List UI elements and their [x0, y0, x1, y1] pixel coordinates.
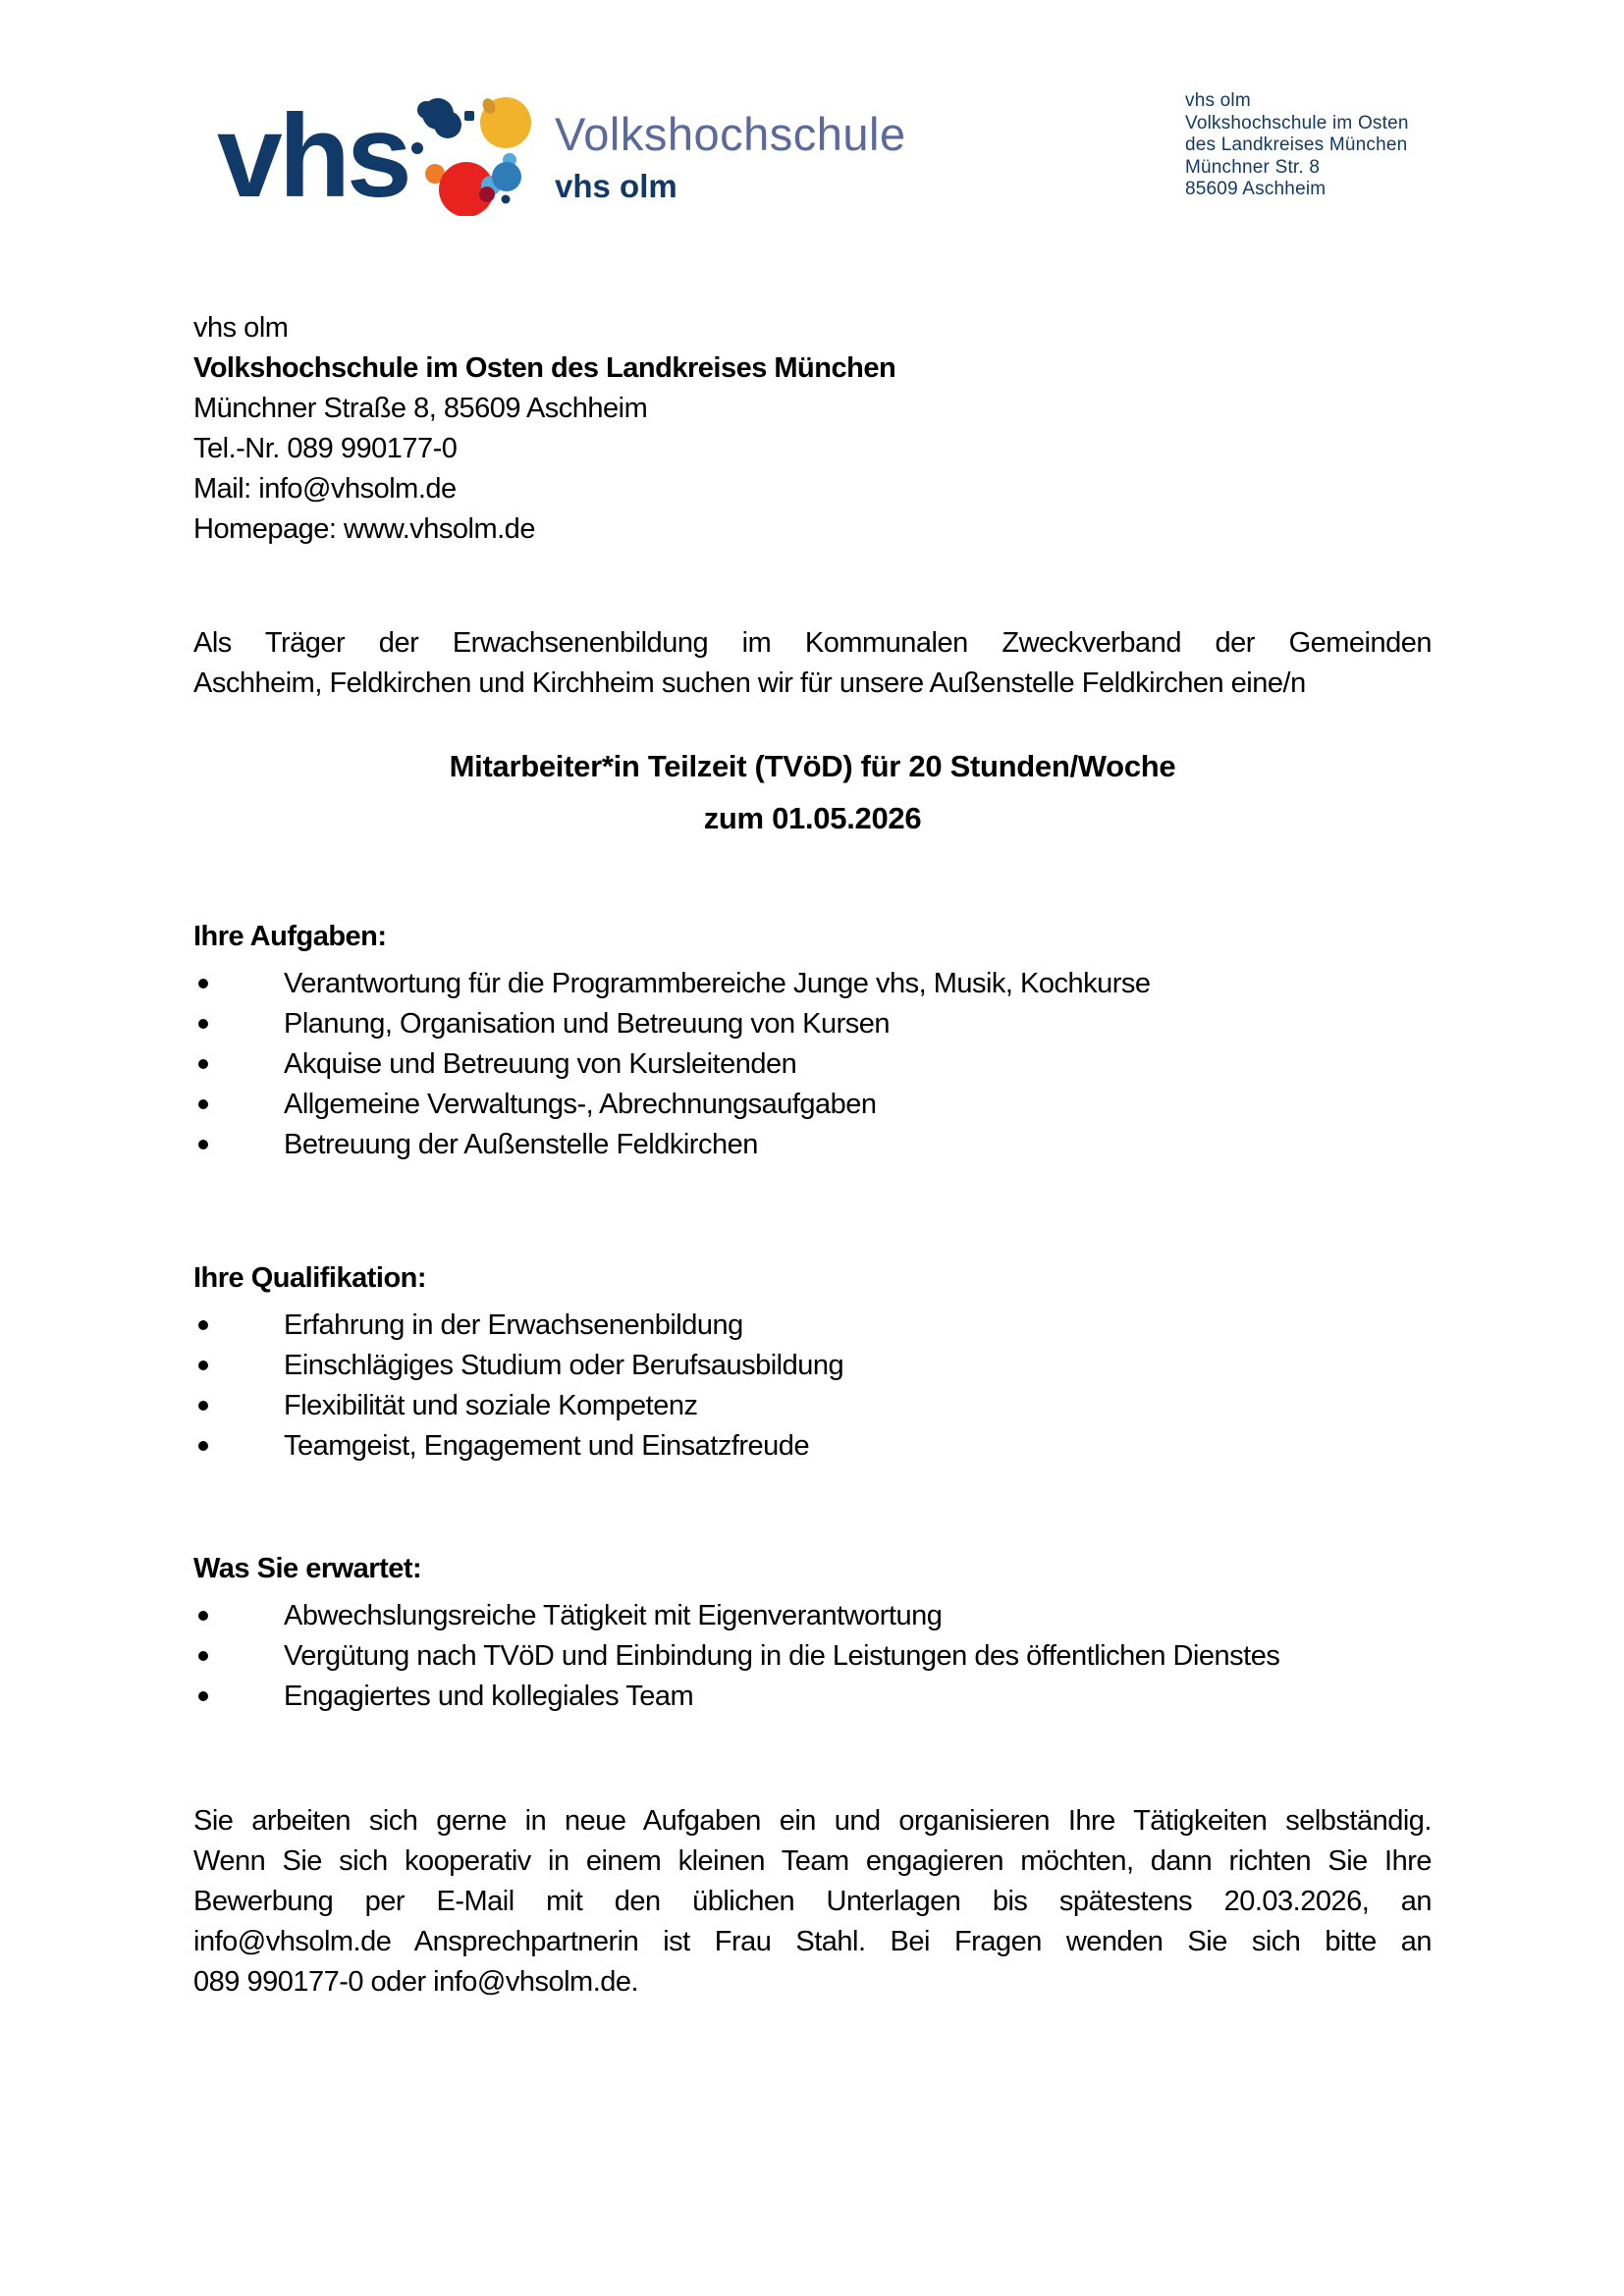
bullet-item: Akquise und Betreuung von Kursleitenden — [193, 1044, 1432, 1085]
intro-paragraph — [193, 623, 1432, 704]
bullet-marker-icon — [198, 1140, 208, 1149]
logo-dots-icon — [411, 96, 531, 216]
bullet-marker-icon — [198, 1099, 208, 1109]
bullet-item: Betreuung der Außenstelle Feldkirchen — [193, 1125, 1432, 1165]
bullet-item: Allgemeine Verwaltungs-, Abrechnungsaufgaben — [193, 1085, 1432, 1125]
bullet-marker-icon — [198, 1401, 208, 1411]
intro-line: Aschheim, Feldkirchen und Kirchheim suchen wir für unsere Außenstelle Feldkirchen eine/n — [193, 667, 1306, 699]
bullet-marker-icon — [198, 1611, 208, 1621]
bullet-item: Flexibilität und soziale Kompetenz — [193, 1386, 1432, 1426]
letterhead-line: 85609 Aschheim — [1185, 179, 1326, 199]
contact-street: Münchner Straße 8, 85609 Aschheim — [193, 393, 648, 424]
brand-subtitle: vhs olm — [555, 168, 677, 204]
bullet-item: Engagiertes und kollegiales Team — [193, 1677, 1432, 1717]
bullet-item: Verantwortung für die Programmbereiche Junge vhs, Musik, Kochkurse — [193, 964, 1432, 1004]
bullet-marker-icon — [198, 979, 208, 988]
bullet-list-erwartet — [193, 1596, 1432, 1717]
letterhead-line: vhs olm — [1185, 90, 1251, 111]
job-title-line2: zum 01.05.2026 — [703, 801, 922, 835]
letterhead-line: des Landkreises München — [1185, 134, 1408, 155]
section-heading-qualifikation: Ihre Qualifikation: — [193, 1262, 427, 1294]
closing-line: Sie arbeiten sich gerne in neue Aufgaben ein und organisieren Ihre Tätigkeiten selbständig. — [193, 1805, 1432, 1837]
job-title-line1: Mitarbeiter*in Teilzeit (TVöD) für 20 Stunden/Woche — [449, 749, 1176, 783]
letterhead-line: Volkshochschule im Osten — [1185, 112, 1409, 133]
section-heading-aufgaben: Ihre Aufgaben: — [193, 921, 387, 952]
closing-justified-lines — [193, 1801, 1432, 1962]
contact-name: vhs olm — [193, 312, 289, 344]
brand-name: Volkshochschule — [555, 108, 906, 160]
bullet-marker-icon — [198, 1059, 208, 1069]
bullet-marker-icon — [198, 1320, 208, 1330]
closing-line: Wenn Sie sich kooperativ in einem kleinen Team engagieren möchten, dann richten Sie Ihre — [193, 1845, 1432, 1877]
contact-homepage: Homepage: www.vhsolm.de — [193, 513, 535, 545]
closing-line: info@vhsolm.de Ansprechpartnerin ist Frau Stahl. Bei Fragen wenden Sie sich bitte an — [193, 1926, 1432, 1957]
bullet-marker-icon — [198, 1651, 208, 1661]
closing-line: Bewerbung per E-Mail mit den üblichen Unterlagen bis spätestens 20.03.2026, an — [193, 1886, 1432, 1917]
letterhead-line: Münchner Str. 8 — [1185, 156, 1321, 178]
bullet-marker-icon — [198, 1361, 208, 1370]
bullet-marker-icon — [198, 1019, 208, 1029]
bullet-marker-icon — [198, 1441, 208, 1451]
contact-block — [193, 308, 1432, 550]
vhs-wordmark: vhs — [217, 90, 408, 216]
contact-email: Mail: info@vhsolm.de — [193, 473, 457, 505]
intro-line: Als Träger der Erwachsenenbildung im Kommunalen Zweckverband der Gemeinden — [193, 627, 1432, 659]
vhs-logo — [193, 83, 547, 216]
bullet-marker-icon — [198, 1691, 208, 1701]
bullet-item: Vergütung nach TVöD und Einbindung in die Leistungen des öffentlichen Dienstes — [193, 1636, 1432, 1677]
job-title — [193, 740, 1432, 844]
bullet-item: Abwechslungsreiche Tätigkeit mit Eigenverantwortung — [193, 1596, 1432, 1636]
contact-org-name: Volkshochschule im Osten des Landkreises München — [193, 352, 896, 384]
letterhead-address — [1185, 90, 1409, 201]
bullet-item: Einschlägiges Studium oder Berufsausbildung — [193, 1346, 1432, 1386]
bullet-item: Teamgeist, Engagement und Einsatzfreude — [193, 1426, 1432, 1467]
bullet-item: Erfahrung in der Erwachsenenbildung — [193, 1306, 1432, 1346]
bullet-list-qualifikation — [193, 1306, 1432, 1467]
bullet-list-aufgaben — [193, 964, 1432, 1165]
contact-phone: Tel.-Nr. 089 990177-0 — [193, 433, 458, 464]
section-heading-erwartet: Was Sie erwartet: — [193, 1553, 422, 1584]
bullet-item: Planung, Organisation und Betreuung von Kursen — [193, 1004, 1432, 1044]
closing-paragraph — [193, 1801, 1432, 2002]
closing-last-line: 089 990177-0 oder info@vhsolm.de. — [193, 1966, 639, 1998]
